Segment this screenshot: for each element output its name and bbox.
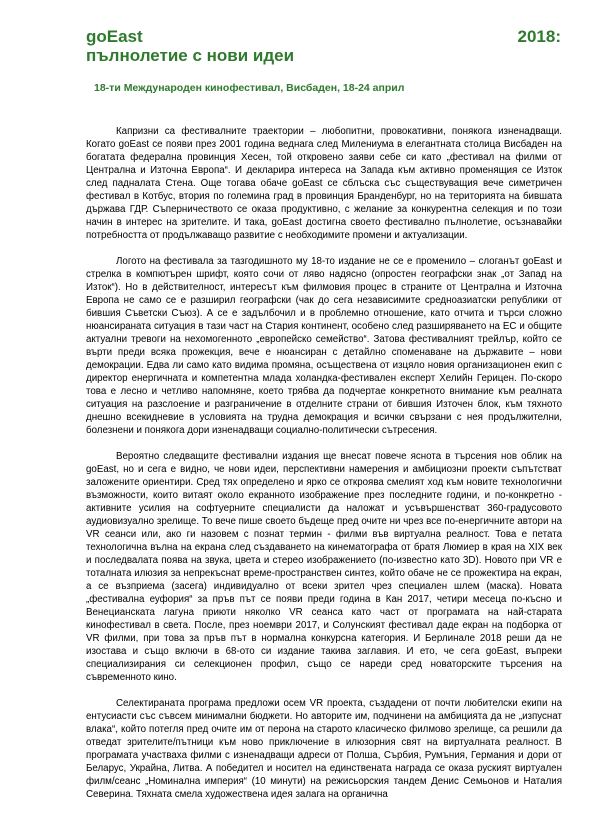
article-body [86, 125, 562, 814]
title-year: 2018: [517, 27, 561, 46]
paragraph-1: Капризни са фестивалните траектории – любопитни, провокативни, понякога изненадващи. Когато goEast се появи през 2001 година веднага след Милениума в елегантната столица Висбаден на богатата федерална провинция Хесен, той откровено заяви себе си като „фестивал на филми от Централна и Източна Европа“. И декларира интереса на Запада към активно променящия се Изток след падналата Стена. Още тогава обаче goEast се сблъска със съществуващия вече симетричен фестивал в Котбус, втория по големина град в провинция Бранденбург, но на територията на бившата държава ГДР. Съперничеството се оказа продуктивно, с желание за конкурентна селекция и по този начин в интерес на зрителите. И така, goEast достигна своето фестивално пълнолетие, осъзнавайки потребността от продължаващо развитие с необходимите промени и актуализации. [86, 126, 562, 241]
paragraph-4: Селектираната програма предложи осем VR проекта, създадени от почти любителски екипи на ентусиасти със съвсем минимални бюджети. Но авторите им, подчинени на амбицията да не „изпуснат влака“, който потегля пред очите им от перона на старото класическо филмово зрелище, са решили да отведат зрителите/пътници към ново приключение в илюзорния свят на виртуалната реалност. В програмата участваха филми с изненадващи адреси от Полша, Сърбия, Румъния, Германия и дори от Беларус, Украйна, Литва. А победител и носител на единствената награда се оказа руският виртуален филм/сеанс „Номинална империя“ (10 минути) на режисьорския тандем Денис Семьонов и Наталия Северина. Тяхната смела художествена идея залага на органична [86, 698, 562, 800]
paragraph-2: Логото на фестивала за тазгодишното му 18-то издание не се е променило – слоганът goEast и стрелка в компютърен шрифт, която сочи от ляво надясно (опростен географски знак „от Запад на Изток“). Но в действителност, интересът към филмовия процес в страните от Централна и Източна Европа не само се е разширил географски (чак до сега независимите средноазиатски републики от бившия Съветски Съюз). А се е задълбочил и в проблемно отношение, като отчита и търси сложно нюансираната ситуация в тази част на Стария континент, особено след разширяването на ЕС и общите актуални тревоги на нехомогенното „европейско семейство“. Затова фестивалният трейлър, който се върти преди всяка прожекция, вече е нюансиран с детайлно споменаване на държавите – нови демокрации. Едва ли само като видима промяна, осъществена от изцяло новия организационен екип с директор енергичната и компетентна млада холандка-фестивален експерт Хелийн Герицен. По-скоро това е лесно и четливо напомняне, което трябва да подчертае конкретното внимание към реалната ситуация на разслоение и разграничение в отделните страни от бившия Източен блок, към тяхното днешно всекидневие в условията на трудна демокрация и всички свързани с нея продължителни, болезнени и понякога дори изненадващи социално-политически сътресения. [86, 256, 562, 436]
title-festival-name: goEast [86, 27, 143, 46]
article-subtitle: 18-ти Международен кинофестивал, Висбаден, 18-24 април [94, 82, 405, 94]
title-row [86, 27, 561, 46]
paragraph-3: Вероятно следващите фестивални издания ще внесат повече яснота в търсения нов облик на goEast, но и сега е видно, че нови идеи, перспективни намерения и амбициозни проекти съпътстват заложените ориентири. Сред тях определено и ярко се откроява смелият ход към новите технологични възможности, които витаят около екранното изображение през последните години, и по-конкретно - активните усилия на софтуерните специалисти да наложат и усъвършенстват 360-градусовото аудиовизуално зрелище. То вече пише своето бъдеще пред очите ни чрез все по-енергичните автори на VR сеанси или, ако ги назовем с познат термин - филми във виртуална реалност. Това е петата технологична вълна на екрана след създаването на кинематографа от братя Люмиер в края на XIX век и последвалата поява на звука, цвета и стерео изображението (по-известно като 3D). Новото при VR е тоталната илюзия за непрекъснат време-пространствен синтез, който обаче не се прожектира на екран, а се възприема (засега) индивидуално от всеки зрител чрез специален шлем (маска). Новата „фестивална еуфория“ за пръв път се появи преди година в Кан 2017, четири месеца по-късно и Венецианската лагуна приюти няколко VR сеанса като част от програмата на най-старата кинофестивал в света. После, през ноември 2017, и Солунският фестивал даде екран на подборка от VR филми, при това за пръв път в нормална конкурсна категория. И Берлинале 2018 реши да не изостава и също включи в 68-ото си издание такива заглавия. И ето, че сега goEast, въпреки специализирания си селекционен профил, също се нареди сред новаторските търсения на съвременното кино. [86, 451, 562, 683]
title-tagline: пълнолетие с нови идеи [86, 46, 295, 65]
article-title [86, 27, 561, 65]
